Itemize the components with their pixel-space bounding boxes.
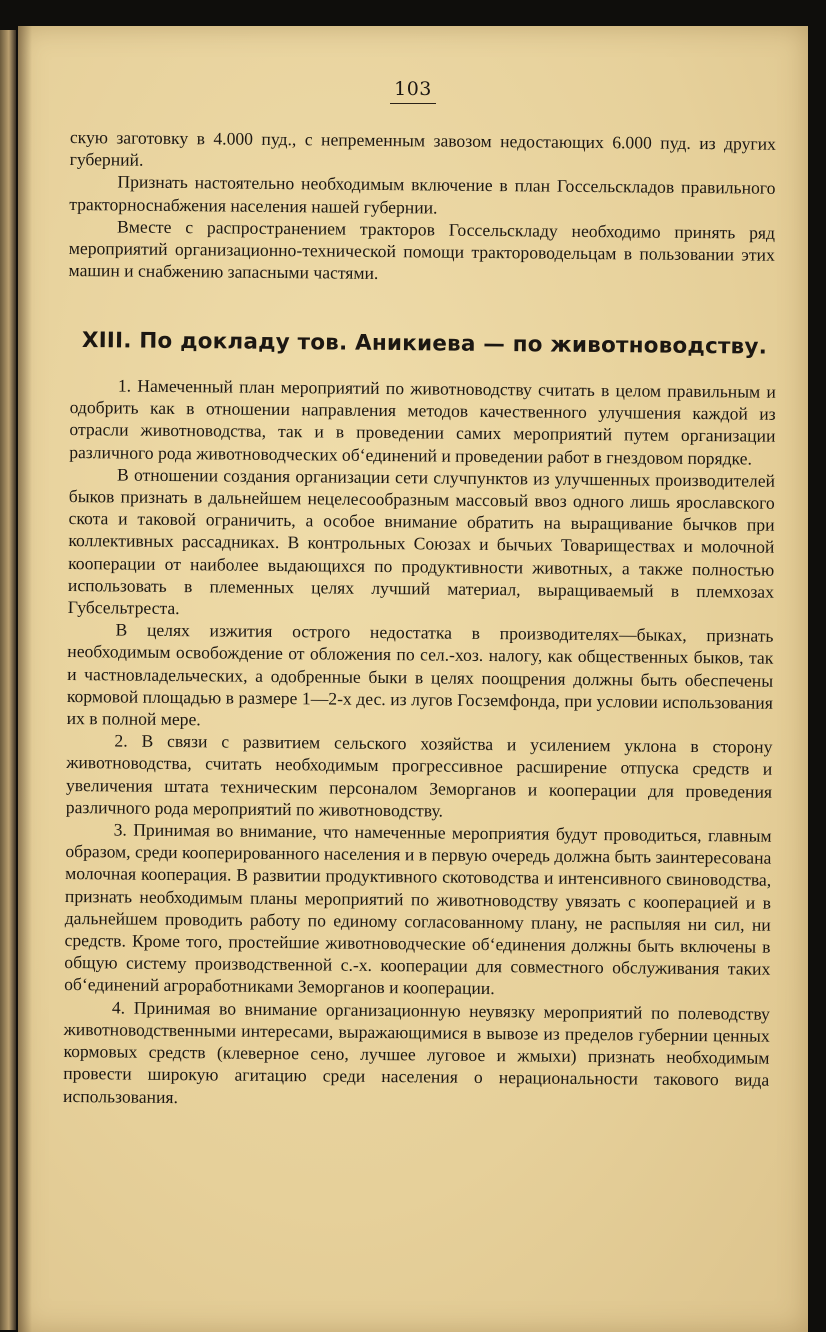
- paragraph: 1. Намеченный план мероприятий по животноводству считать в целом правильным и одобрить как в отношении направления методов качественного улучшения каждой из отрасли животноводства, так и в проведении самих мероприятий путем организации различного рода животноводческих об‘единений и проведении работ в гнездовом порядке.: [69, 375, 776, 469]
- adjacent-page-edge: [0, 30, 16, 1330]
- section-heading: XIII. По докладу тов. Аникиева — по животноводству.: [81, 328, 768, 360]
- paragraph: В целях изжития острого недостатка в производителях—быках, признать необходимым освобождение от обложения по сел.-хоз. налогу, как общественных быков, так и частновладельческих, а одобренные быки в целях поощрения должны быть обеспечены кормовой площадью в размере 1—2-х дес. из лугов Госземфонда, при условии использования их в полной мере.: [66, 619, 774, 730]
- section-body: [63, 374, 776, 1113]
- paragraph: В отношении создания организации сети случпунктов из улучшенных производителей быков признать в дальнейшем нецелесообразным массовый ввоз одного лишь ярославского скота и таковой ограничить, а особое внимание обратить на выращивание бычков при коллективных рассадниках. В контрольных Союзах и бычьих Товариществах и молочной кооперации от наиболее выдающихся по продуктивности животных, а также полностью использовать в племенных целях лучший материал, выращиваемый в племхозах Губсельтреста.: [67, 464, 776, 619]
- paragraph: 2. В связи с развитием сельского хозяйства и усилением уклона в сторону животноводства, считать необходимым прогрессивное расширение отпуска средств и увеличения штата техническим персоналом Земорганов и кооперации для проведения различного рода мероприятий по животноводству.: [65, 730, 773, 821]
- document-page: [18, 26, 808, 1332]
- paragraph: 4. Принимая во внимание организационную неувязку мероприятий по полеводству животноводственными интересами, выражающимися в вывозе из пределов губернии ценных кормовых средств (клеверное сено, лучшее луговое и жмыхи) признать необходимым провести широкую агитацию среди населения о нерациональности такового вида использования.: [62, 997, 770, 1107]
- paragraph: Признать настоятельно необходимым включение в план Госсельскладов правильного тракторноснабжения населения нашей губернии.: [69, 171, 776, 218]
- paragraph: 3. Принимая во внимание, что намеченные мероприятия будут проводиться, главным образом, среди кооперированного населения и в первую очередь должна быть заинтересована молочная кооперация. В развитии продуктивного скотоводства и интенсивного свиноводства, признать необходимым планы мероприятий по животноводству увязать с кооперацией и в дальнейшем проводить работу по единому согласованному плану, не распыляя ни сил, ни средств. Кроме того, простейшие животноводческие об‘единения должны быть включены в общую систему производственной с.-х. кооперации для совместного обслуживания таких об‘единений агроработниками Земорганов и кооперации.: [64, 819, 772, 999]
- page-number: 103: [18, 78, 808, 100]
- continued-text-block: [69, 126, 776, 288]
- paragraph: скую заготовку в 4.000 пуд., с непременным завозом недостающих 6.000 пуд. из других губерний.: [69, 126, 776, 170]
- binding-shadow: [18, 26, 32, 1332]
- paragraph: Вместе с распространением тракторов Госсельскладу необходимо принять ряд мероприятий организационно-технической помощи трактороводельцам в пользовании этих машин и снабжению запасными частями.: [68, 216, 776, 284]
